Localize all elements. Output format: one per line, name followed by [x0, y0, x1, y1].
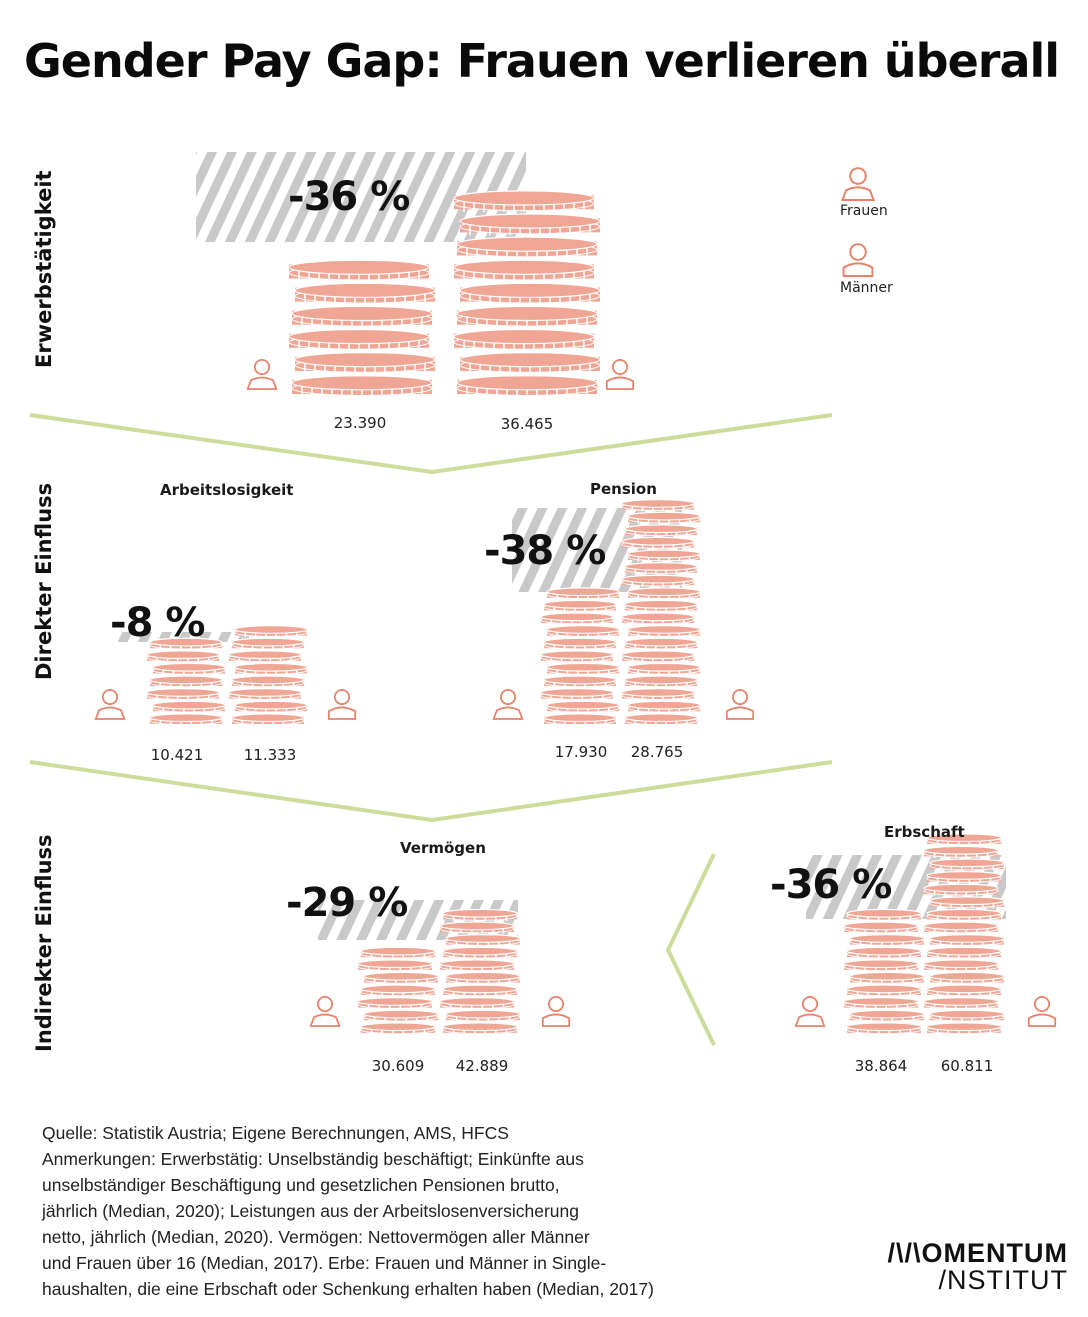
panel-title-vermoegen: Vermögen [400, 839, 486, 857]
legend-maenner-label: Männer [840, 280, 893, 296]
coin-stack-frauen [289, 260, 435, 397]
value-label-pension-frauen: 17.930 [554, 743, 608, 761]
note-line: jährlich (Median, 2020); Leistungen aus der Arbeitslosenversicherung [42, 1201, 579, 1221]
note-line: netto, jährlich (Median, 2020). Vermögen: Nettovermögen aller Männer [42, 1227, 590, 1247]
gap-label-vermoegen: -29 % [286, 880, 408, 926]
panel-title-pension: Pension [590, 480, 657, 498]
value-label-erwerb-frauen: 23.390 [333, 414, 387, 432]
gap-label-erbschaft: -36 % [770, 862, 892, 908]
value-label-arbeitslos-frauen: 10.421 [150, 746, 204, 764]
gap-label-erwerb: -36 % [288, 174, 410, 220]
note-line: Anmerkungen: Erwerbstätig: Unselbständig beschäftigt; Einkünfte aus [42, 1149, 584, 1169]
value-label-vermoegen-maenner: 42.889 [455, 1057, 509, 1075]
value-label-erbschaft-frauen: 38.864 [854, 1057, 908, 1075]
section-label-indirekt: Indirekter Einfluss [32, 834, 56, 1052]
female-person-icon [248, 360, 277, 389]
value-label-pension-maenner: 28.765 [630, 743, 684, 761]
legend-frauen-label: Frauen [840, 203, 888, 219]
logo-line-2: /NSTITUT [938, 1265, 1068, 1295]
female-person-icon [494, 690, 523, 719]
section-label-direkt: Direkter Einfluss [32, 482, 56, 680]
value-label-vermoegen-frauen: 30.609 [371, 1057, 425, 1075]
page-title: Gender Pay Gap: Frauen verlieren überall [24, 34, 1060, 88]
value-label-erwerb-maenner: 36.465 [500, 415, 554, 433]
female-person-icon [311, 997, 340, 1026]
panel-0 [196, 152, 633, 397]
male-person-icon [329, 690, 355, 719]
section-label-erwerb: Erwerbstätigkeit [32, 170, 56, 368]
coin-stack-frauen [541, 588, 619, 726]
gap-label-arbeitslosigkeit: -8 % [110, 600, 205, 646]
male-person-icon [543, 997, 569, 1026]
coin-stack-männer [229, 626, 307, 726]
coin-stack-männer [454, 191, 600, 397]
source-notes [42, 1120, 802, 1302]
gap-label-pension: -38 % [484, 528, 606, 574]
female-person-icon [96, 690, 125, 719]
male-person-icon [1029, 997, 1055, 1026]
coin-stack-männer [440, 909, 520, 1034]
note-line: unselbständiger Beschäftigung und gesetzlichen Pensionen brutto, [42, 1175, 560, 1195]
legend-female-person-icon [842, 168, 873, 200]
coin-stack-frauen [147, 638, 225, 725]
momentum-logo [888, 1238, 1069, 1296]
note-line: Quelle: Statistik Austria; Eigene Berechnungen, AMS, HFCS [42, 1123, 509, 1143]
male-person-icon [607, 360, 633, 389]
value-label-erbschaft-maenner: 60.811 [940, 1057, 994, 1075]
panel-title-arbeitslosigkeit: Arbeitslosigkeit [160, 481, 294, 499]
male-person-icon [727, 690, 753, 719]
panel-title-erbschaft: Erbschaft [884, 823, 965, 841]
chevron-divider-3 [668, 854, 714, 1045]
coin-stack-frauen [358, 947, 438, 1034]
logo-line-1: /\/\OMENTUM [887, 1238, 1068, 1268]
female-person-icon [796, 997, 825, 1026]
chevron-divider-2 [30, 762, 832, 820]
note-line: und Frauen über 16 (Median, 2017). Erbe: Frauen und Männer in Single- [42, 1253, 607, 1273]
chevron-divider-1 [30, 415, 832, 472]
note-line: haushalten, die eine Erbschaft oder Schenkung erhalten haben (Median, 2017) [42, 1279, 654, 1299]
legend-male-person-icon [844, 244, 873, 276]
value-label-arbeitslos-maenner: 11.333 [243, 746, 297, 764]
coin-stack-frauen [844, 909, 924, 1034]
coin-stack-männer [622, 500, 700, 726]
coin-stack-männer [924, 834, 1004, 1035]
